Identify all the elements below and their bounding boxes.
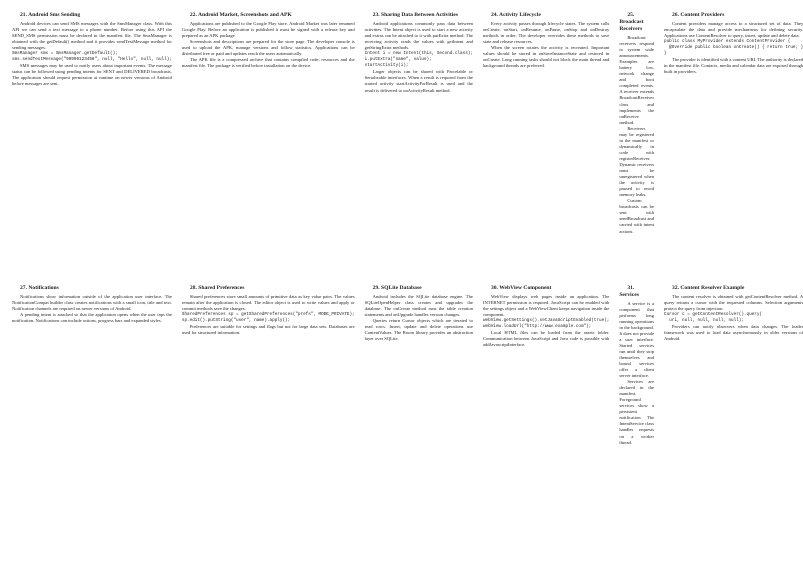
paragraph: The content resolver is obtained with getContentResolver method. A query returns a cursor with the requested columns. Selection arguments protect the query from injection. <box>664 293 803 311</box>
paragraph: Content providers manage access to a structured set of data. They encapsulate the data and provide mechanisms for defining security. Applications use ContentResolver to query, insert, update and delete data. <box>664 21 803 39</box>
code-line: webView.loadUrl("http://www.example.com"); <box>482 323 592 329</box>
code-line: i.putExtra("name", value); <box>364 57 432 63</box>
paragraph: Applications are published to the Google Play store. Android Market was later renamed Google Play. Before an application is published it must be signed with a release key and prepared as an APK package. <box>181 21 355 39</box>
paragraph: Android devices can send SMS messages with the SmsManager class. With this API we can send a text message to a phone number. Before using this API the SEND_SMS permission must be declared in the manifest file. The SmsManager is obtained with the getDefault() method and it provides sendTextMessage method for sending messages. <box>12 21 172 51</box>
paragraph: Services are declared in the manifest. Foreground services show a persistent notification. The IntentService class handles requests on a worker thread. <box>619 379 654 445</box>
section-body <box>182 21 355 69</box>
paragraph: A pending intent is attached so that the application opens when the user taps the notification. Notifications can include actions, progress bars and expanded styles. <box>12 311 172 323</box>
paragraph: Larger objects can be shared with Parcelable or Serializable interfaces. When a result is required from the started activity startActivityForResult is used and the result is delivered to onActivityResult method. <box>364 69 473 93</box>
text-block <box>664 12 803 285</box>
section-body <box>619 301 654 446</box>
code-line: public class MyProvider extends ContentProvider { <box>664 39 791 45</box>
section-heading: 26. Content Providers <box>672 12 725 18</box>
paragraph: Broadcast receivers respond to system wide announcements. Examples are battery low, network change and boot completed events. A receiver extends BroadcastReceiver class and implements the onReceive method. <box>619 35 655 125</box>
paragraph: Shared preferences store small amounts of primitive data as key value pairs. The values remain after the application is closed. The editor object is used to write values and apply or commit methods save the changes. <box>181 293 355 311</box>
text-block <box>365 12 473 285</box>
section-heading: 32. Content Resolver Example <box>672 284 745 291</box>
paragraph: Receivers may be registered in the manifest or dynamically in code with registerReceiver. Dynamic receivers must be unregistered when the activity is paused to avoid memory leaks. <box>619 125 654 198</box>
section-heading: 24. Activity Lifecycle <box>490 12 541 18</box>
section-heading: 25. Broadcast Receivers <box>619 12 644 32</box>
paragraph: Local HTML files can be loaded from the assets folder. Communication between JavaScript and Java code is possible with addJavascriptInterface. <box>482 329 610 347</box>
paragraph: Screenshots and descriptions are prepared for the store page. The developer console is used to upload the APK, manage versions and follow statistics. Applications can be distributed free or paid and updates reach the users automatically. <box>181 39 355 57</box>
section-heading: 27. Notifications <box>20 284 59 291</box>
section-heading: 22. Android Market, Screenshots and APK <box>189 12 292 18</box>
section-body <box>12 21 172 88</box>
paragraph: Providers can notify observers when data changes. The loader framework was used to load data asynchronously in older versions of Android. <box>664 323 803 341</box>
section-heading: 28. Shared Preferences <box>189 284 245 291</box>
code-line: @Override public boolean onCreate() { return true; } <box>664 45 803 51</box>
paragraph: The APK file is a compressed archive that contains compiled code, resources and the manifest file. The package is verified before installation on the device. <box>181 57 355 69</box>
section-heading: 31. Services <box>619 284 639 298</box>
text-block <box>182 285 355 558</box>
section-body <box>182 294 355 336</box>
paragraph: Custom broadcasts can be sent with sendBroadcast and carried with intent actions. <box>619 198 654 234</box>
code-line: SharedPreferences sp = getSharedPreferences("prefs", MODE_PRIVATE); <box>181 311 355 317</box>
section-body <box>664 294 803 342</box>
paragraph: Android includes the SQLite database engine. The SQLiteOpenHelper class creates and upgrades the database. The onCreate method runs the table creation statements and onUpgrade handles version changes. <box>364 293 473 317</box>
code-line: sms.sendTextMessage("99999123456", null, "Hello", null, null); <box>12 57 172 63</box>
code-line: SmsManager sms = SmsManager.getDefault(); <box>12 51 118 57</box>
paragraph: Preferences are suitable for settings and flags but not for large data sets. Databases are used for structured information. <box>181 323 355 335</box>
text-block <box>12 12 172 285</box>
text-block <box>619 285 654 558</box>
code-line: startActivity(i); <box>364 63 409 69</box>
code-line: sp.edit().putString("user", name).apply(); <box>181 317 291 323</box>
section-body <box>365 21 473 94</box>
paragraph: WebView displays web pages inside an application. The INTERNET permission is required. JavaScript can be enabled with the settings object and a WebViewClient keeps navigation inside the component. <box>482 293 610 317</box>
paragraph: Android applications commonly pass data between activities. The Intent object is used to start a new activity and extras can be attached to it with putExtra method. The receiving activity reads the values with getIntent and getStringExtra methods. <box>364 21 473 51</box>
code-line: webView.getSettings().setJavaScriptEnabled(true); <box>482 317 610 323</box>
text-block <box>12 285 172 558</box>
section-body <box>483 294 609 348</box>
code-line: Intent i = new Intent(this, Second.class); <box>364 51 473 57</box>
section-body <box>12 294 172 324</box>
section-heading: 23. Sharing Data Between Activities <box>372 12 458 18</box>
text-block <box>619 12 654 285</box>
section-body <box>483 21 609 69</box>
paragraph: Every activity passes through lifecycle states. The system calls onCreate, onStart, onResume, onPause, onStop and onDestroy methods in order. The developer overrides these methods to save state and release resources. <box>482 21 610 45</box>
paragraph: Queries return Cursor objects which are iterated to read rows. Insert, update and delete operations use ContentValues. The Room library provides an abstraction layer over SQLite. <box>364 317 473 341</box>
code-line: } <box>664 51 667 57</box>
section-heading: 30. WebView Component <box>490 284 552 291</box>
text-block <box>664 285 803 558</box>
paragraph: SMS messages may be used to notify users about important events. The message status can be followed using pending intents for SENT and DELIVERED broadcasts. The application should request permission at runtime on newer versions of Android before messages are sent. <box>12 63 172 87</box>
paragraph: When the screen rotates the activity is recreated. Important values should be stored in onSaveInstanceState and restored in onCreate. Long running tasks should not block the main thread and background threads are preferred. <box>482 45 610 69</box>
section-body <box>619 35 654 235</box>
code-line: uri, null, null, null, null); <box>664 317 744 323</box>
paragraph: A service is a component that performs long running operations in the background. It does not provide a user interface. Started services run until they stop themselves and bound services offer a client server interface. <box>619 300 654 379</box>
section-body <box>365 294 473 342</box>
paragraph: The provider is identified with a content URI. The authority is declared in the manifest file. Contacts, media and calendar data are exposed through built in providers. <box>664 57 803 75</box>
code-line: Cursor c = getContentResolver().query( <box>664 311 762 317</box>
text-block <box>365 285 473 558</box>
text-block <box>483 285 609 558</box>
section-heading: 21. Android Sms Sending <box>20 12 81 18</box>
section-heading: 29. SQLite Database <box>372 284 422 291</box>
section-body <box>664 21 803 75</box>
paragraph: Notifications show information outside of the application user interface. The NotificationCompat builder class creates notifications with a small icon, title and text. Notification channels are required on newer versions of Android. <box>12 293 172 311</box>
text-block <box>182 12 355 285</box>
text-block <box>483 12 609 285</box>
